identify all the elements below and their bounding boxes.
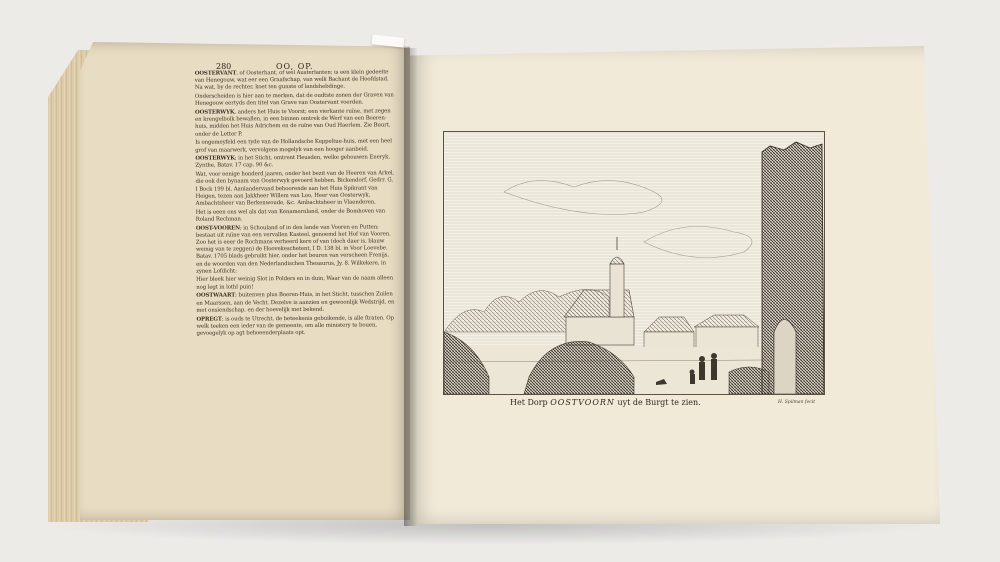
entry-text: ; in Schouland of in den lande van Vooren en Putten; bestaat uit ruïne van een vervallen Kasteel, genoemd het Hof van Vooren. Zoo het is eeer de Rochmans verheerd kere of van (doch daer is, blauw weinig van te zeggen) de Hoovekeschetent, I D. 138 bl. in Voor Loevebe. Batav. 1705 blads gebruikt hier, onder het beuren van verscheen Frenijs, en de woorden van den Nederlandischen Thesaurus, Jy. 8. Wilkekere, in zynen Lofdicht:	[195, 223, 391, 275]
dictionary-entry	[196, 276, 396, 292]
entry-lemma: OOSTWAART	[196, 292, 236, 300]
book-gutter	[404, 48, 418, 526]
entry-text: , of Oosterhant, of wel Austerlanten; is een klein gedeelte van Henegouw, wat eer een Graafschap, van welk Bachant de Hoofdstad. Na wat, by de rechter, koet ten gunste of landshebdinge.	[194, 69, 389, 92]
dictionary-entry	[196, 315, 396, 338]
rubble	[729, 367, 769, 394]
dictionary-text-column	[195, 69, 398, 440]
dictionary-entry	[195, 139, 395, 155]
engraving-caption	[510, 398, 701, 407]
bookmark-slip	[372, 34, 405, 47]
entry-text: , anders het Huis te Voorst; een vierkante ruïne, met zegen en krengelbolk bewallen, in een binnen omtrek de Werf van een Boeren-huis, midden het Huis Adrichem en de ruïne van Oud Haerlem. Zie Buurt, onder de Letter P.	[195, 108, 391, 138]
entry-text: ; in het Sticht, omtrent Heusden, welke gehouwen Eneryk. Zynthe, Batav. 17 cap. 90 &c.	[195, 154, 390, 170]
entry-text: Het is eeen ons wel als dat van Kenamernland, onder de Bomhoven van Roland Rechman.	[195, 208, 386, 223]
artist-signature: H. Spilman fecit	[778, 400, 816, 405]
dictionary-entry	[196, 292, 396, 315]
dictionary-entry	[196, 224, 396, 276]
entry-lemma: OOSTERWYK	[195, 155, 235, 162]
dictionary-entry	[196, 208, 396, 224]
entry-text: Wat, voor eenige honderd jaaren, onder het bezit van de Heeren van Arkel, die ook den bynaam van Oosterwyk gevoerd hebben. Bickendorf, Gedrr. G. I Bock 199 bl. Aanlandervand behoorende aan het Huis Spikrant van Heigen, tezen aan Jakkheer Willem van Loo, Heer van Oosterwyk, Ambachtsheer van Berkenwoude, &c. Ambachtsheer in Vlaenderen.	[195, 170, 395, 207]
dictionary-entry	[195, 92, 395, 108]
caption-prefix: Het Dorp	[510, 398, 548, 407]
entry-lemma: OOSTERVANT	[194, 70, 237, 77]
entry-text: Onderscheiden is hier aan te merken, dat de oudtste zonen der Graven van Henegouw eertyds den titel van Grave van Oostervant voerden.	[194, 92, 394, 108]
dictionary-entry	[195, 69, 395, 92]
entry-text: ; buitenven plus Boeren-Huis, in het Sticht, tusschen Zuilen en Maarssen, aan de Vecht. Dezelve is aanzien en gewoonlijk Wedstrijd, en met onsiendschap, en der hoevelijk met bekend.	[196, 291, 395, 314]
entry-lemma: OOSTERWYK	[194, 109, 235, 116]
entry-text: Hier bleek hier weinig Slot in Polders en in duin, Waar van de naam alleen nog legt in lothl puin!	[196, 275, 393, 291]
dictionary-entry	[195, 155, 395, 171]
running-head: OO, OP.	[276, 62, 314, 71]
engraving-plate	[443, 131, 825, 395]
entry-text: Is ongemeyfeld een tyde van de Hollandsche Keppeltue-huis, met een heel grof van maarwerk, vervolgens mogelyk van een hooger aanbeid.	[195, 138, 392, 154]
entry-lemma: OPREGT	[196, 316, 222, 323]
castle-ruin-tower	[762, 142, 824, 394]
dictionary-entry	[195, 170, 395, 207]
dictionary-entry	[195, 108, 395, 138]
page-number: 280	[216, 62, 232, 71]
entry-text: ; is ouds te Utrecht, de beteekenis gebuikende, is alle ſtraten. Op welk teeken een ieder van de gemeente, om alle ministery te bouen, gevoegelyk op agt behoeenderplaats opt.	[196, 314, 394, 337]
caption-place: OOSTVOORN	[550, 398, 615, 407]
caption-suffix: uyt de Burgt te zien.	[617, 398, 701, 407]
entry-lemma: OOST-VOOREN	[195, 224, 240, 232]
engraving-illustration	[444, 132, 824, 394]
